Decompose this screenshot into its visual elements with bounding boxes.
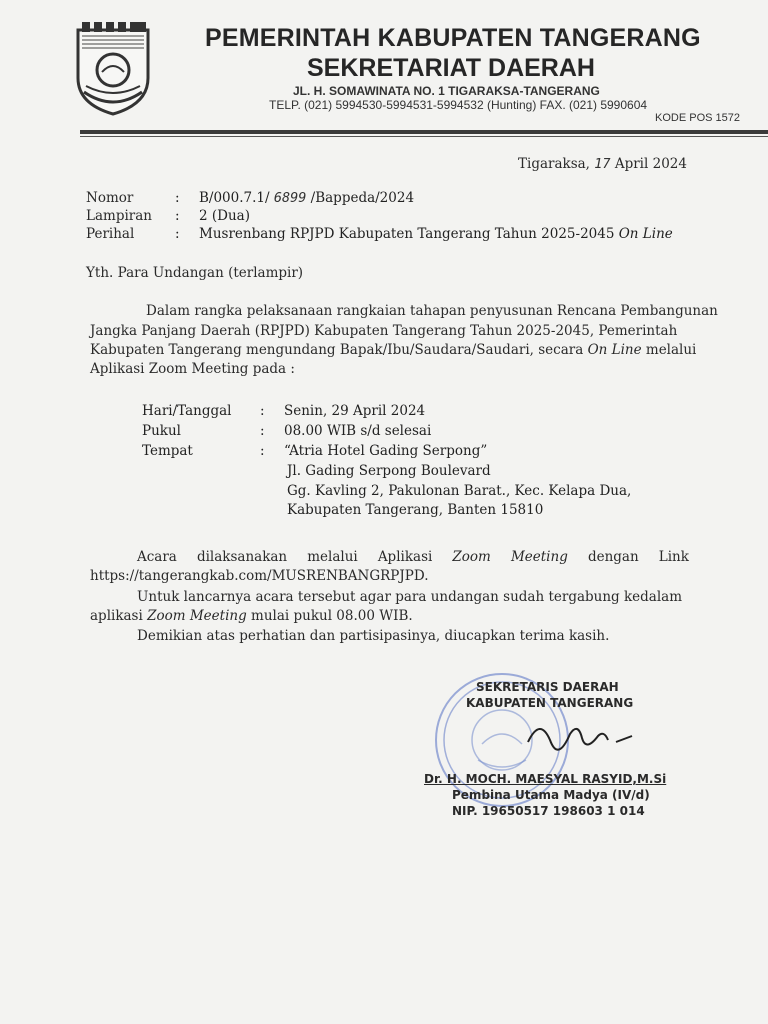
letterhead-government: PEMERINTAH KABUPATEN TANGERANG (205, 24, 701, 52)
subject-value: Musrenbang RPJPD Kabupaten Tangerang Tahun 2025-2045 On Line (199, 226, 673, 242)
paragraph-1-line-3: Kabupaten Tangerang mengundang Bapak/Ibu/Saudara/Saudari, secara On Line melalui (90, 342, 697, 358)
meeting-link[interactable]: https://tangerangkab.com/MUSRENBANGRPJPD. (90, 568, 429, 584)
attachment-value: 2 (Dua) (199, 208, 250, 224)
time-label: Pukul (142, 423, 181, 439)
signatory-rank: Pembina Utama Madya (IV/d) (452, 788, 650, 802)
place-line-2: Jl. Gading Serpong Boulevard (287, 463, 491, 479)
number-handwritten: 6899 (273, 190, 307, 206)
letterhead-rule-thick (80, 130, 768, 134)
day-value: Senin, 29 April 2024 (284, 403, 426, 419)
letterhead-phone: TELP. (021) 5994530-5994531-5994532 (Hunting) FAX. (021) 5990604 (269, 98, 648, 112)
letterhead-address: JL. H. SOMAWINATA NO. 1 TIGARAKSA-TANGERANG (293, 84, 600, 98)
letter-page: PEMERINTAH KABUPATEN TANGERANG SEKRETARIAT DAERAH JL. H. SOMAWINATA NO. 1 TIGARAKSA-TANGERANG TELP. (021) 5994530-5994531-5994532 (Hunting) FAX. (021) 5990604 KODE POS 1572 Tigaraksa, 17 April 2024 Nomor : B/000.7.1/ 6899 /Bappeda/2024 Lampiran : 2 (Dua) Perihal : Musrenbang RPJPD Kabupaten Tangerang Tahun 2025-2045 On Line Yth. Para Undangan (terlampir) Dalam rangka pelaksanaan rangkaian tahapan penyusunan Rencana Pembangunan Jangka Panjang Daerah (RPJPD) Kabupaten Tangerang Tahun 2025-2045, Pemerintah Kabupaten Tangerang mengundang Bapak/Ibu/Saudara/Saudari, secara On Line melalui Aplikasi Zoom Meeting pada : Hari/Tanggal : Senin, 29 April 2024 Pukul : 08.00 WIB s/d selesai Tempat : “Atria Hotel Gading Serpong” Jl. Gading Serpong Boulevard Gg. Kavling 2, Pakulonan Barat., Kec. Kelapa Dua, Kabupaten Tangerang, Banten 15810 Acara dilaksanakan melalui Aplikasi Zoom Meeting dengan Link https://tangerangkab.com/MUSRENBANGRPJPD. Untuk lancarnya acara tersebut agar para undangan sudah tergabung kedalam aplikasi Zoom Meeting mulai pukul 08.00 WIB. Demikian atas perhatian dan partisipasinya, diucapkan terima kasih. SEKRETARIS DAERAH KABUPATEN TANGERANG Dr. H. MOCH. MAESYAL RASYID,M.Si Pembina Utama Madya (IV/d) NIP. 19650517 198603 1 014 (0, 0, 768, 1024)
place-line-4: Kabupaten Tangerang, Banten 15810 (287, 502, 544, 518)
paragraph-2-line-1: Acara dilaksanakan melalui Aplikasi Zoom Meeting dengan Link (137, 549, 689, 565)
paragraph-3-line-1: Untuk lancarnya acara tersebut agar para undangan sudah tergabung kedalam (137, 589, 683, 605)
paragraph-3-line-2: aplikasi Zoom Meeting mulai pukul 08.00 WIB. (90, 608, 413, 624)
letter-number: B/000.7.1/ 6899 /Bappeda/2024 (199, 190, 415, 206)
paragraph-1-line-4: Aplikasi Zoom Meeting pada : (90, 361, 295, 377)
closing-paragraph: Demikian atas perhatian dan partisipasinya, diucapkan terima kasih. (137, 628, 610, 644)
letter-date: Tigaraksa, 17 April 2024 (518, 156, 687, 172)
handwritten-signature-icon (520, 712, 640, 772)
letterhead-rule-thin (80, 136, 768, 137)
subject-label: Perihal (86, 226, 135, 242)
signatory-nip: NIP. 19650517 198603 1 014 (452, 804, 645, 818)
kabupaten-logo-icon (72, 20, 154, 116)
day-label: Hari/Tanggal (142, 403, 232, 419)
date-day-handwritten: 17 (594, 156, 611, 172)
paragraph-1-line-2: Jangka Panjang Daerah (RPJPD) Kabupaten Tangerang Tahun 2025-2045, Pemerintah (90, 323, 678, 339)
letterhead-secretariat: SEKRETARIAT DAERAH (307, 54, 595, 82)
signatory-title-1: SEKRETARIS DAERAH (476, 680, 619, 694)
time-value: 08.00 WIB s/d selesai (284, 423, 432, 439)
signatory-name: Dr. H. MOCH. MAESYAL RASYID,M.Si (424, 772, 667, 786)
place-label: Tempat (142, 443, 193, 459)
attachment-label: Lampiran (86, 208, 152, 224)
paragraph-1-line-1: Dalam rangka pelaksanaan rangkaian tahapan penyusunan Rencana Pembangunan (146, 303, 718, 319)
letterhead-postcode: KODE POS 1572 (655, 112, 740, 124)
place-line-3: Gg. Kavling 2, Pakulonan Barat., Kec. Kelapa Dua, (287, 483, 632, 499)
signatory-title-2: KABUPATEN TANGERANG (466, 696, 634, 710)
salutation: Yth. Para Undangan (terlampir) (86, 265, 304, 281)
number-label: Nomor (86, 190, 134, 206)
place-line-1: “Atria Hotel Gading Serpong” (284, 443, 488, 459)
